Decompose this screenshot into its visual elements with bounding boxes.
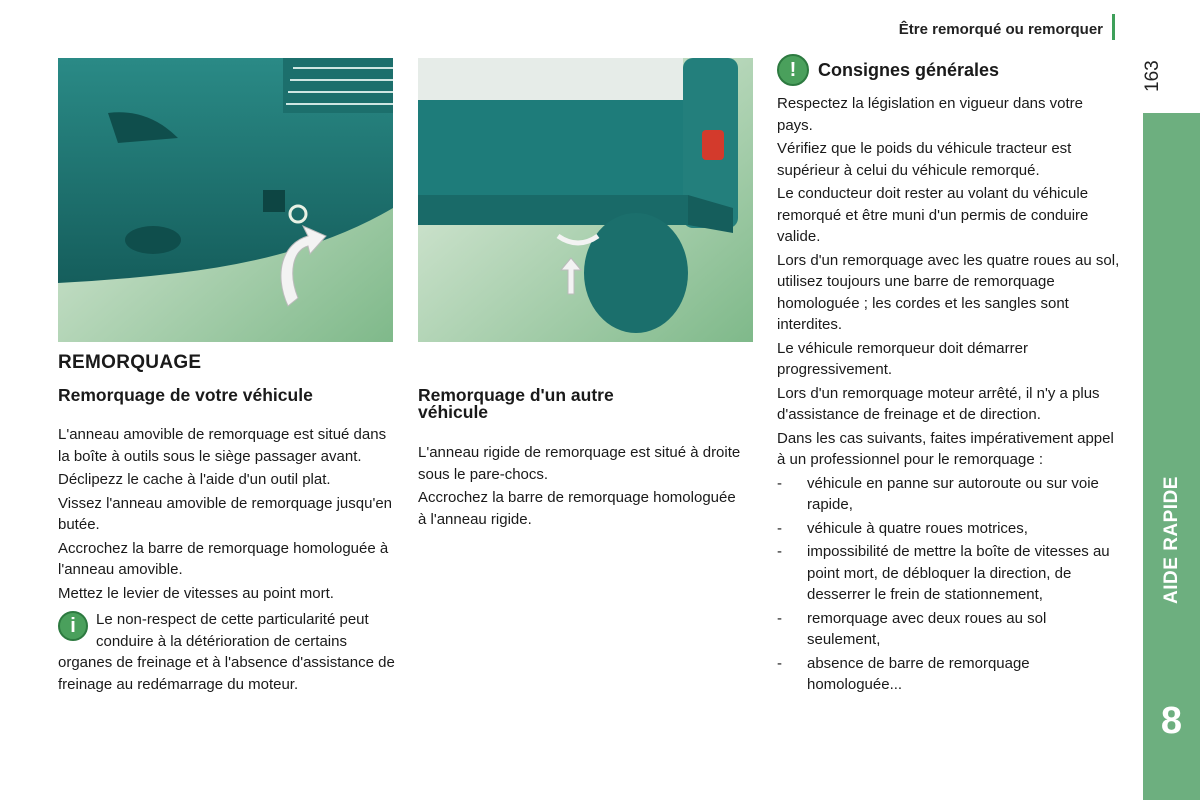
chapter-number: 8 [1160,700,1183,742]
paragraph: L'anneau amovible de remorquage est situé dans la boîte à outils sous le siège passager avant. [58,426,387,465]
paragraph: Le conducteur doit rester au volant du véhicule remorqué et être muni d'un permis de conduire valide. [777,185,1089,245]
paragraph: Dans les cas suivants, faites impérativement appel à un professionnel pour le remorquage : [777,429,1114,468]
info-note [58,609,398,695]
list-item: - impossibilité de mettre la boîte de vitesses au point mort, de débloquer la direction, de desserrer le frein de stationnement, [777,541,1122,606]
section-title: REMORQUAGE [58,352,202,373]
paragraph: Vérifiez que le poids du véhicule tracteur est supérieur à celui du véhicule remorqué. [777,140,1072,179]
running-header: Être remorqué ou remorquer [898,21,1103,38]
side-tab-label-text: AIDE RAPIDE [1160,476,1182,604]
paragraph: Lors d'un remorquage moteur arrêté, il n'y a plus d'assistance de freinage et de direction. [777,384,1100,423]
front-bumper-illustration [58,58,393,342]
info-note-text: Le non-respect de cette particularité peut conduire à la détérioration de certains organes de freinage et à l'absence d'assistance de freinage au redémarrage du moteur. [58,611,395,693]
left-column-heading: Remorquage de votre véhicule [58,385,313,405]
warning-icon: ! [777,54,809,86]
right-column [777,93,1122,698]
conditions-list [777,473,1122,696]
side-tab-label [1143,380,1200,700]
list-item: - absence de barre de remorquage homologuée... [777,653,1122,696]
right-column-header [777,54,999,86]
rear-bumper-illustration [418,58,753,342]
middle-column-heading: Remorquage d'un autre véhicule [418,385,614,422]
header-rule [1112,14,1115,40]
list-item: - véhicule à quatre roues motrices, [777,518,1122,540]
middle-column [418,387,743,532]
paragraph: Vissez l'anneau amovible de remorquage jusqu'en butée. [58,494,392,533]
list-item: - remorquage avec deux roues au sol seulement, [777,608,1122,651]
paragraph: Déclipezz le cache à l'aide d'un outil plat. [58,471,331,488]
list-item: - véhicule en panne sur autoroute ou sur voie rapide, [777,473,1122,516]
info-icon: i [58,611,88,641]
paragraph: Lors d'un remorquage avec les quatre roues au sol, utilisez toujours une barre de remorquage homologuée ; les cordes et les sangles sont interdites. [777,251,1120,333]
paragraph: L'anneau rigide de remorquage est situé à droite sous le pare-chocs. [418,444,741,483]
paragraph: Le véhicule remorqueur doit démarrer progressivement. [777,339,1028,378]
page-number [1138,58,1168,98]
page-number-text: 163 [1142,60,1163,92]
paragraph: Respectez la législation en vigueur dans votre pays. [777,95,1084,134]
paragraph: Accrochez la barre de remorquage homologuée à l'anneau rigide. [418,489,736,528]
left-column [58,387,398,697]
paragraph: Accrochez la barre de remorquage homologuée à l'anneau amovible. [58,539,389,578]
right-column-heading: Consignes générales [818,59,1000,80]
paragraph: Mettez le levier de vitesses au point mort. [58,584,334,602]
